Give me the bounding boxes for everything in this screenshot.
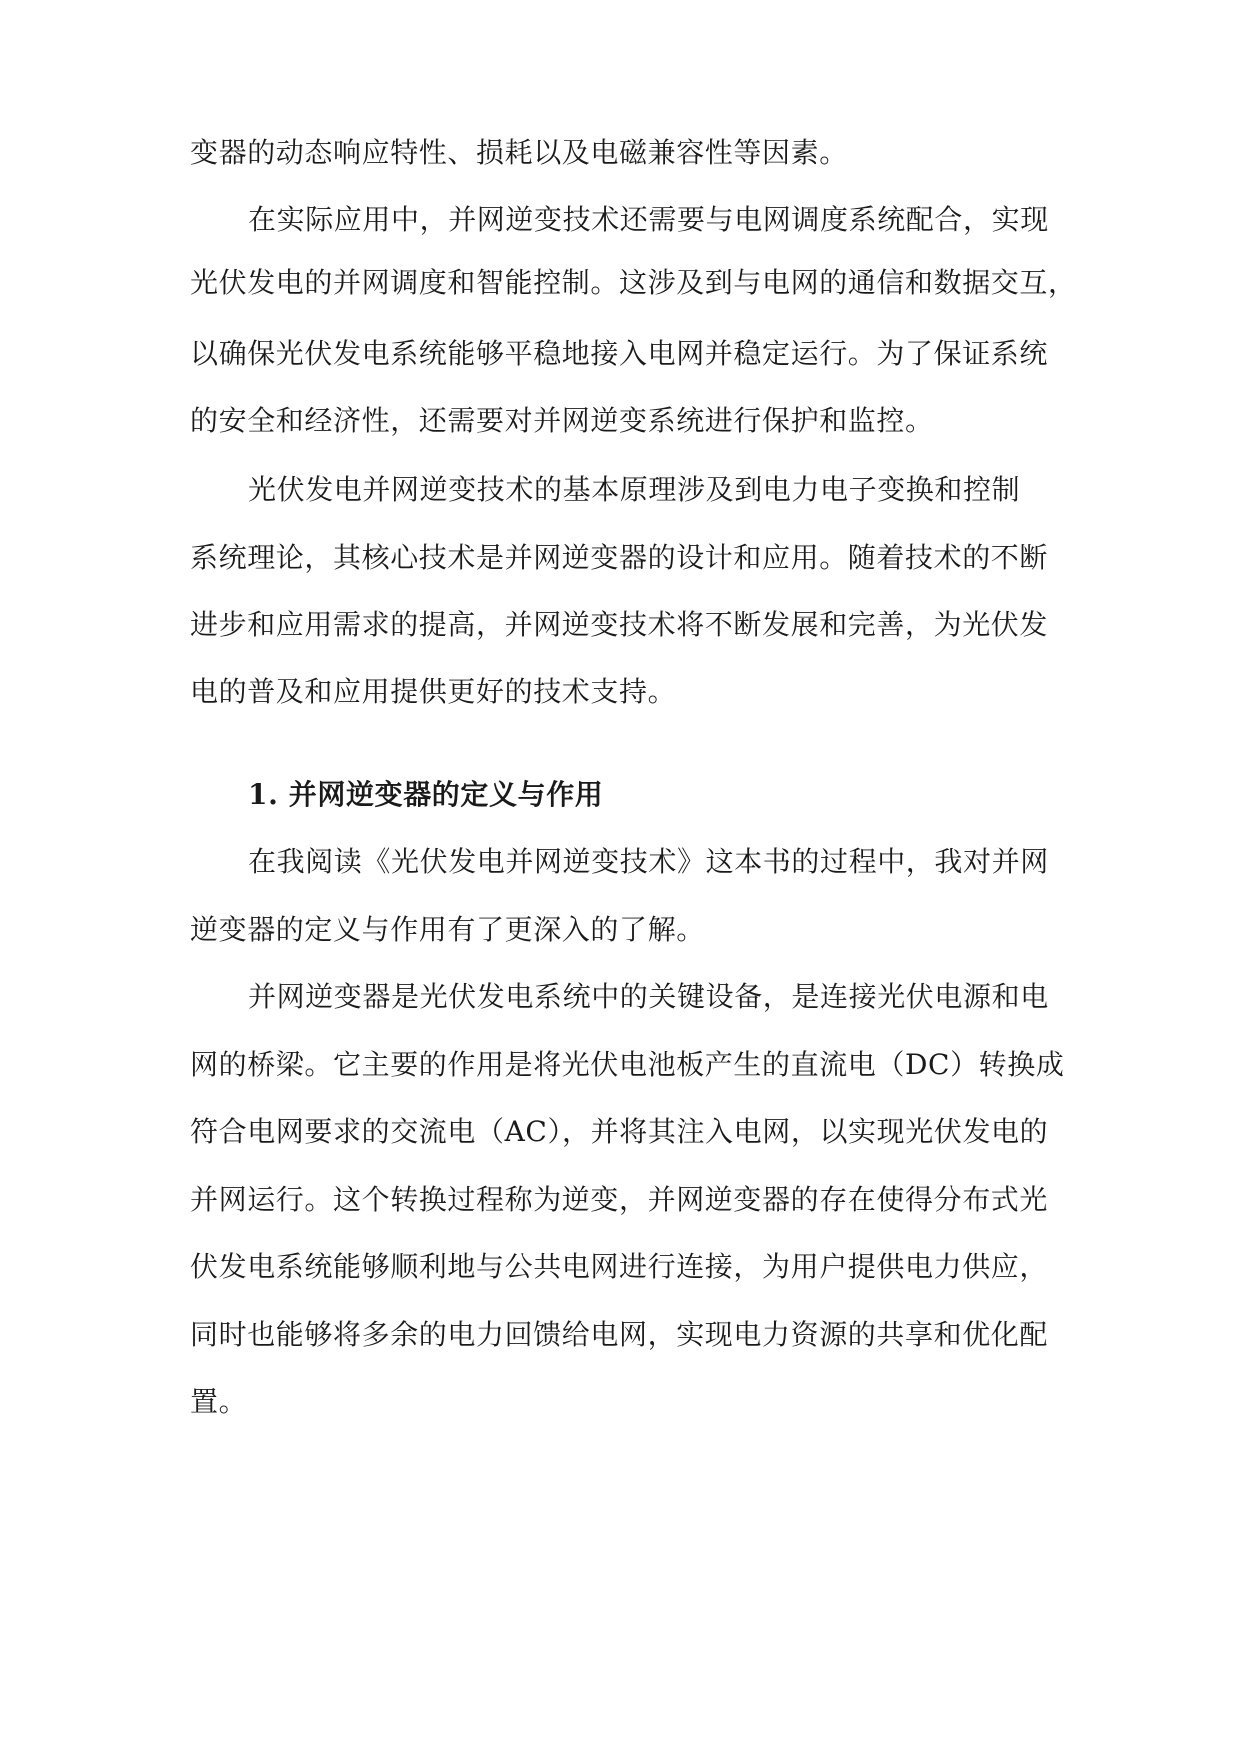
paragraph-line: 变器的动态响应特性、损耗以及电磁兼容性等因素。 — [190, 136, 848, 169]
paragraph-line: 在我阅读《光伏发电并网逆变技术》这本书的过程中，我对并网 — [248, 845, 1049, 878]
paragraph-line: 置。 — [190, 1385, 248, 1418]
paragraph-line: 符合电网要求的交流电（AC），并将其注入电网，以实现光伏发电的 — [190, 1115, 1049, 1148]
paragraph-line: 逆变器的定义与作用有了更深入的了解。 — [190, 913, 705, 946]
paragraph-line: 电的普及和应用提供更好的技术支持。 — [190, 675, 677, 708]
paragraph-line: 在实际应用中，并网逆变技术还需要与电网调度系统配合，实现 — [248, 203, 1049, 236]
paragraph-line: 系统理论，其核心技术是并网逆变器的设计和应用。随着技术的不断 — [190, 541, 1049, 574]
paragraph-line: 网的桥梁。它主要的作用是将光伏电池板产生的直流电（DC）转换成 — [190, 1048, 1065, 1081]
section-number: 1. — [248, 778, 279, 811]
paragraph-line: 同时也能够将多余的电力回馈给电网，实现电力资源的共享和优化配 — [190, 1318, 1049, 1351]
section-heading — [248, 775, 603, 815]
paragraph-line: 光伏发电的并网调度和智能控制。这涉及到与电网的通信和数据交互， — [190, 266, 1077, 299]
paragraph-line: 以确保光伏发电系统能够平稳地接入电网并稳定运行。为了保证系统 — [190, 337, 1049, 370]
section-title: 并网逆变器的定义与作用 — [288, 778, 604, 811]
paragraph-line: 伏发电系统能够顺利地与公共电网进行连接，为用户提供电力供应， — [190, 1250, 1049, 1283]
paragraph-line: 的安全和经济性，还需要对并网逆变系统进行保护和监控。 — [190, 404, 934, 437]
paragraph-line: 进步和应用需求的提高，并网逆变技术将不断发展和完善，为光伏发 — [190, 608, 1049, 641]
paragraph-line: 光伏发电并网逆变技术的基本原理涉及到电力电子变换和控制 — [248, 473, 1021, 506]
paragraph-line: 并网逆变器是光伏发电系统中的关键设备，是连接光伏电源和电 — [248, 980, 1049, 1013]
paragraph-line: 并网运行。这个转换过程称为逆变，并网逆变器的存在使得分布式光 — [190, 1183, 1049, 1216]
